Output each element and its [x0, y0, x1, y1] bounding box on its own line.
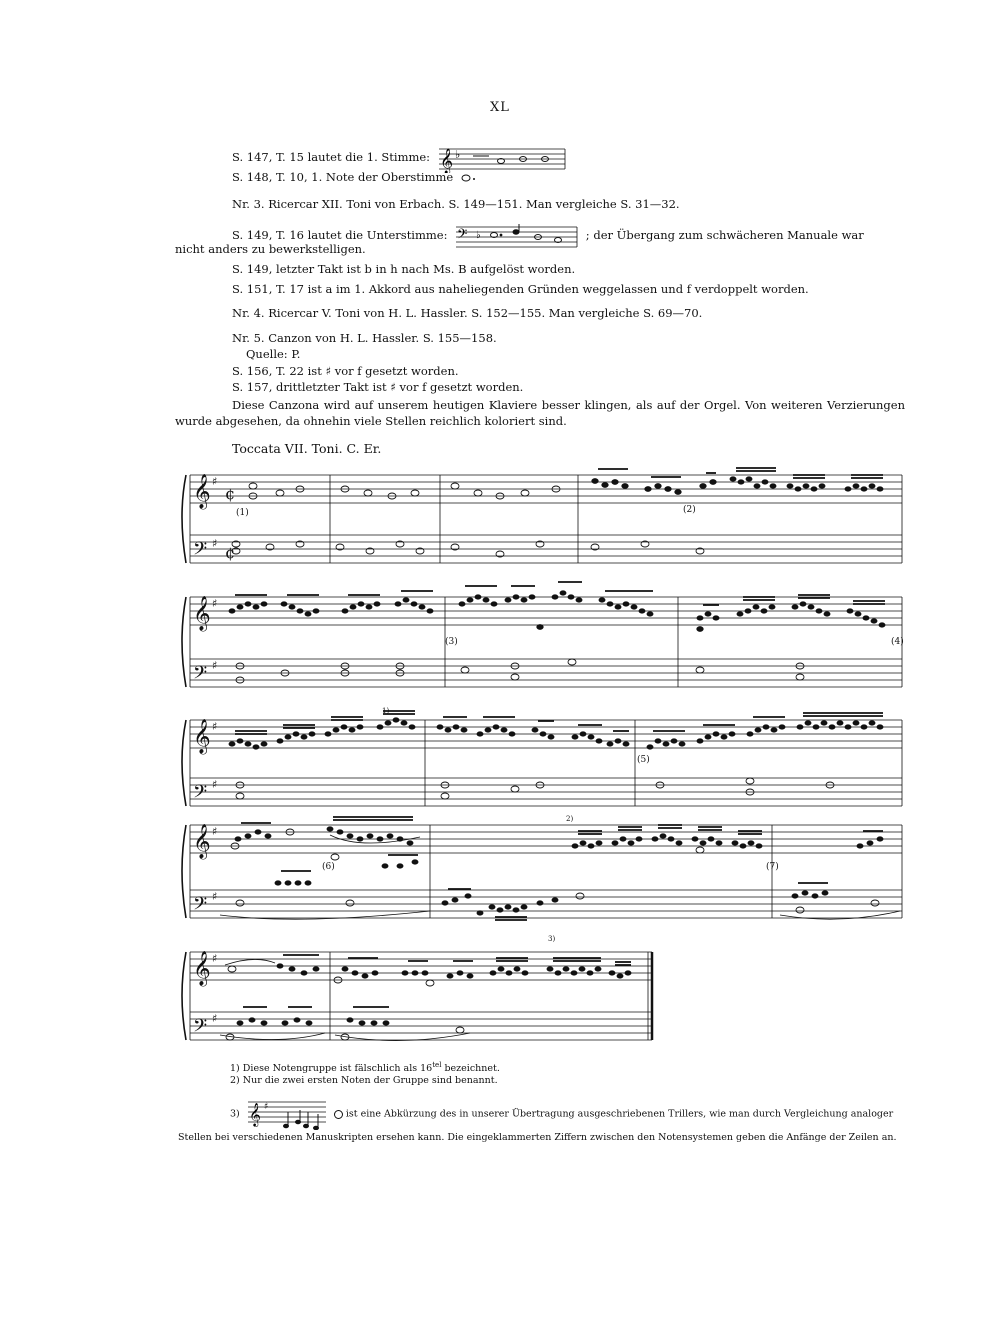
footnote-2-num: 2)	[230, 1075, 240, 1086]
svg-text:♯: ♯	[212, 537, 218, 550]
svg-text:♯: ♯	[212, 890, 218, 903]
svg-text:𝄢: 𝄢	[193, 1016, 208, 1041]
note-s148	[232, 170, 483, 185]
marker-5: (5)	[637, 755, 650, 765]
footnote-1-sup: tel	[432, 1061, 442, 1069]
marker-6: (6)	[322, 862, 335, 872]
system-1	[182, 475, 902, 563]
note-s157: S. 157, drittletzter Takt ist ♯ vor f gesetzt worden.	[232, 380, 524, 394]
marker-2: (2)	[683, 505, 696, 515]
system-2	[182, 597, 902, 687]
svg-text:𝄢: 𝄢	[193, 663, 208, 688]
canzona-remark: Diese Canzona wird auf unserem heutigen Klaviere besser klingen, als auf der Orgel. Von weiteren Verzierungen wurde abgesehen, da ohnehin viele Stellen reichlich koloriert sind.	[175, 398, 905, 428]
score-title: Toccata VII. Toni. C. Er.	[232, 441, 382, 456]
score-footnote-mark-1: 1)	[382, 707, 390, 715]
svg-text:♯: ♯	[263, 1102, 269, 1112]
footnote-2-text: Nur die zwei ersten Noten der Gruppe sind benannt.	[242, 1075, 498, 1086]
note-s149a-wrap: nicht anders zu bewerkstelligen.	[175, 242, 366, 256]
nr5-line: Nr. 5. Canzon von H. L. Hassler. S. 155—158.	[232, 331, 497, 345]
inline-staff-bass	[454, 224, 579, 248]
inline-staff-treble	[437, 143, 567, 173]
note-s151: S. 151, T. 17 ist a im 1. Akkord aus naheliegenden Gründen weggelassen und f verdoppelt worden.	[232, 282, 809, 296]
page-number: XL	[490, 100, 510, 115]
svg-text:¢: ¢	[225, 484, 236, 503]
svg-text:♭: ♭	[476, 230, 481, 241]
footnote-1-num: 1)	[230, 1063, 240, 1075]
svg-text:♯: ♯	[212, 778, 218, 791]
circle-symbol-icon	[334, 1110, 343, 1119]
svg-text:¢: ¢	[225, 543, 236, 562]
svg-text:𝄢: 𝄢	[193, 782, 208, 807]
svg-text:♯: ♯	[212, 659, 218, 672]
footnote-1-text: Diese Notengruppe ist fälschlich als 16	[242, 1063, 433, 1075]
footnote-3	[230, 1098, 893, 1130]
nr3-line: Nr. 3. Ricercar XII. Toni von Erbach. S. 149—151. Man vergleiche S. 31—32.	[232, 197, 680, 211]
footnote-3-trill-staff	[246, 1098, 328, 1130]
source-line: Quelle: P.	[246, 347, 301, 361]
music-score	[0, 455, 1000, 1055]
marker-7: (7)	[766, 862, 779, 872]
svg-text:𝄞: 𝄞	[193, 719, 211, 754]
marker-1: (1)	[236, 508, 249, 518]
svg-text:𝄢: 𝄢	[193, 539, 208, 564]
nr4-line: Nr. 4. Ricercar V. Toni von H. L. Hassler. S. 152—155. Man vergleiche S. 69—70.	[232, 306, 703, 320]
svg-text:𝄢: 𝄢	[193, 894, 208, 919]
svg-text:♯: ♯	[212, 952, 218, 965]
footnote-3-num: 3)	[230, 1108, 240, 1120]
note-s147	[232, 143, 570, 173]
marker-4: (4)	[891, 637, 904, 647]
score-footnote-mark-2: 2)	[566, 815, 574, 823]
svg-text:𝄞: 𝄞	[193, 951, 211, 986]
svg-text:♭: ♭	[454, 148, 460, 161]
svg-text:𝄞: 𝄞	[439, 149, 453, 173]
footnote-1	[230, 1059, 500, 1075]
note-s149b: S. 149, letzter Takt ist b in h nach Ms. B aufgelöst worden.	[232, 262, 576, 276]
svg-text:𝄞: 𝄞	[193, 824, 211, 859]
svg-text:♯: ♯	[212, 720, 218, 733]
note-s149a-cont: ; der Übergang zum schwächeren Manuale war	[585, 228, 864, 242]
svg-text:𝄞: 𝄞	[193, 596, 211, 631]
svg-text:𝄢: 𝄢	[457, 226, 468, 245]
note-s148-text: S. 148, T. 10, 1. Note der Oberstimme	[232, 170, 454, 184]
footnote-3-text: ist eine Abkürzung des in unserer Übertragung ausgeschriebenen Trillers, wie man durch Vergleichung analoger	[345, 1108, 894, 1120]
marker-3: (3)	[445, 637, 458, 647]
half-note-symbol	[460, 173, 480, 183]
footnote-1-end: bezeichnet.	[441, 1063, 500, 1075]
svg-text:♯: ♯	[212, 597, 218, 610]
svg-text:𝄞: 𝄞	[193, 474, 211, 509]
system-5	[182, 952, 652, 1040]
footnote-3-cont: Stellen bei verschiedenen Manuskripten ersehen kann. Die eingeklammerten Ziffern zwischen den Notensystemen geben die Anfänge der Zeilen an.	[178, 1132, 897, 1143]
score-footnote-mark-3: 3)	[548, 935, 556, 943]
svg-text:♯: ♯	[212, 825, 218, 838]
svg-text:𝄞: 𝄞	[248, 1102, 261, 1126]
note-s156: S. 156, T. 22 ist ♯ vor f gesetzt worden.	[232, 364, 459, 378]
svg-text:♯: ♯	[212, 1012, 218, 1025]
note-s149a-text: S. 149, T. 16 lautet die Unterstimme:	[232, 228, 448, 242]
footnote-2	[230, 1074, 498, 1087]
svg-text:♯: ♯	[212, 475, 218, 488]
note-s147-text: S. 147, T. 15 lautet die 1. Stimme:	[232, 150, 431, 164]
